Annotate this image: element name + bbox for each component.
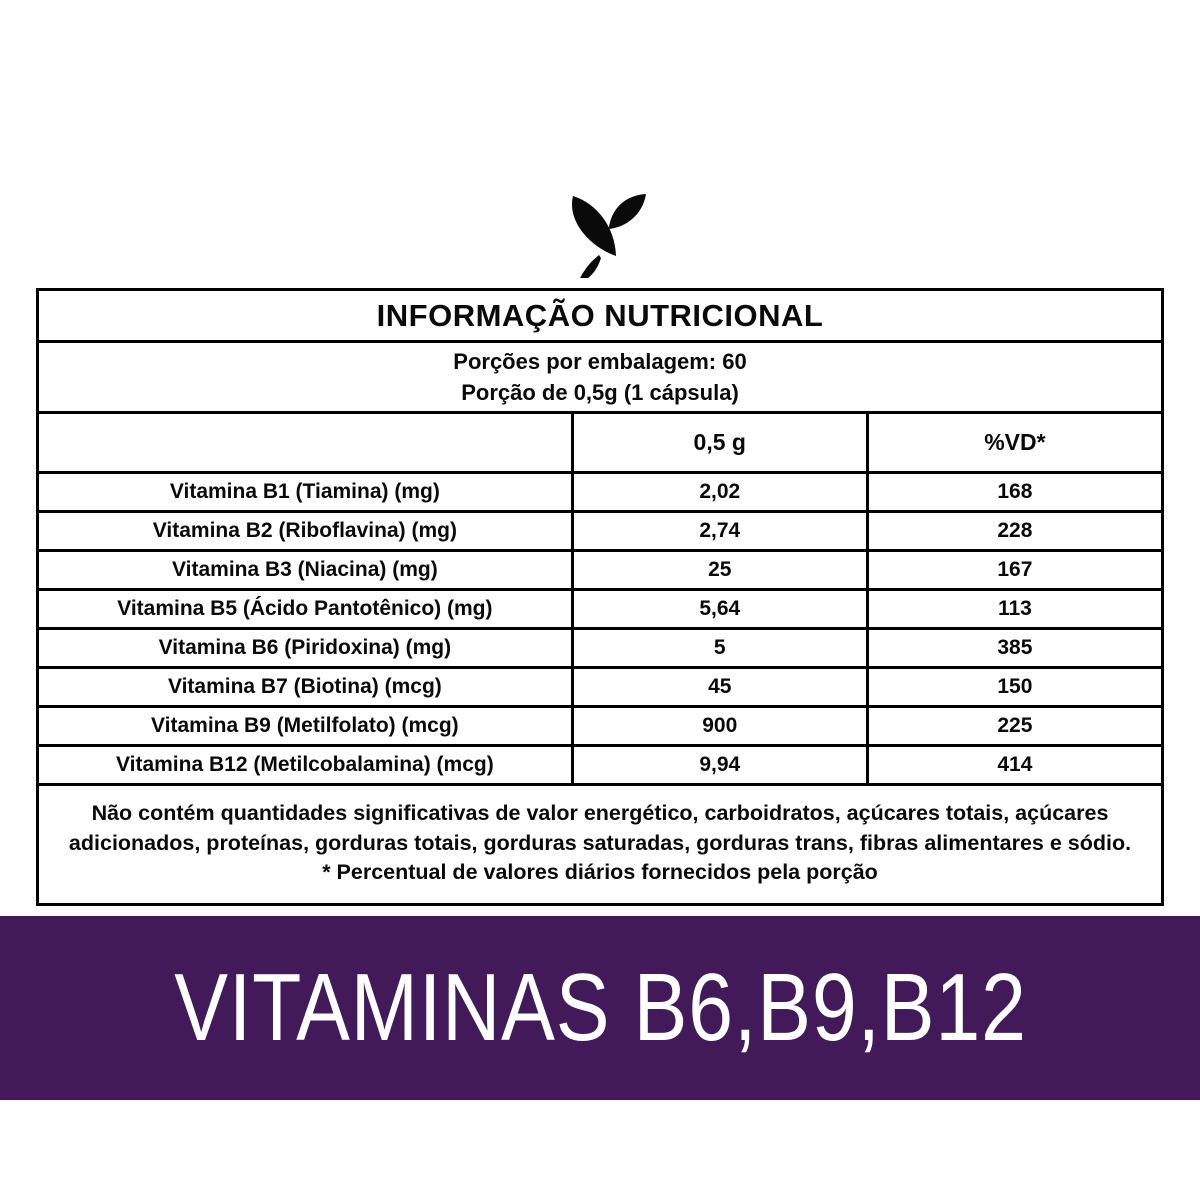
nutrient-name: Vitamina B6 (Piridoxina) (mg)	[38, 629, 573, 668]
table-row-vitamin-b7	[38, 668, 1163, 707]
nutrient-amount: 5,64	[572, 590, 867, 629]
daily-value-note: * Percentual de valores diários fornecidos pela porção	[322, 860, 878, 885]
nutrient-name: Vitamina B2 (Riboflavina) (mg)	[38, 512, 573, 551]
nutrient-dv: 225	[867, 707, 1162, 746]
table-row-vitamin-b6	[38, 629, 1163, 668]
nutrient-amount: 9,94	[572, 746, 867, 785]
nutrient-dv: 113	[867, 590, 1162, 629]
nutrient-amount: 25	[572, 551, 867, 590]
servings-row	[38, 342, 1163, 413]
column-header-amount: 0,5 g	[572, 413, 867, 473]
table-row-vitamin-b1	[38, 473, 1163, 512]
nutrient-amount: 45	[572, 668, 867, 707]
nutrient-name: Vitamina B9 (Metilfolato) (mcg)	[38, 707, 573, 746]
table-title-row	[38, 290, 1163, 342]
table-row-vitamin-b9	[38, 707, 1163, 746]
nutrient-dv: 228	[867, 512, 1162, 551]
product-name: VITAMINAS B6,B9,B12	[173, 954, 1027, 1061]
table-row-vitamin-b5	[38, 590, 1163, 629]
table-title: INFORMAÇÃO NUTRICIONAL	[38, 290, 1163, 342]
leaf-bird-logo-icon	[552, 190, 652, 278]
column-header-nutrient	[38, 413, 573, 473]
column-header-row	[38, 413, 1163, 473]
nutrient-name: Vitamina B5 (Ácido Pantotênico) (mg)	[38, 590, 573, 629]
product-name-banner	[0, 916, 1200, 1100]
nutrient-amount: 5	[572, 629, 867, 668]
nutrient-amount: 900	[572, 707, 867, 746]
table-row-vitamin-b3	[38, 551, 1163, 590]
table-row-vitamin-b2	[38, 512, 1163, 551]
nutrient-dv: 150	[867, 668, 1162, 707]
servings-info	[38, 342, 1163, 413]
brand-logo	[552, 190, 652, 278]
servings-per-package: Porções por embalagem: 60	[453, 349, 747, 374]
nutrient-dv: 385	[867, 629, 1162, 668]
no-significant-amounts-note: Não contém quantidades significativas de valor energético, carboidratos, açúcares totais, açúcares adicionados, proteínas, gorduras totais, gorduras saturadas, gorduras trans, fibras alimentares e sódio.	[68, 801, 1132, 855]
nutrient-dv: 167	[867, 551, 1162, 590]
nutrient-dv: 168	[867, 473, 1162, 512]
nutrient-name: Vitamina B1 (Tiamina) (mg)	[38, 473, 573, 512]
column-header-dv: %VD*	[867, 413, 1162, 473]
nutrient-name: Vitamina B7 (Biotina) (mcg)	[38, 668, 573, 707]
nutrient-amount: 2,74	[572, 512, 867, 551]
serving-size: Porção de 0,5g (1 cápsula)	[461, 380, 739, 405]
footnote	[38, 785, 1163, 905]
nutrient-amount: 2,02	[572, 473, 867, 512]
nutrition-facts-table	[36, 288, 1164, 906]
nutrient-name: Vitamina B12 (Metilcobalamina) (mcg)	[38, 746, 573, 785]
nutrient-name: Vitamina B3 (Niacina) (mg)	[38, 551, 573, 590]
table-row-vitamin-b12	[38, 746, 1163, 785]
footnote-row	[38, 785, 1163, 905]
nutrient-dv: 414	[867, 746, 1162, 785]
